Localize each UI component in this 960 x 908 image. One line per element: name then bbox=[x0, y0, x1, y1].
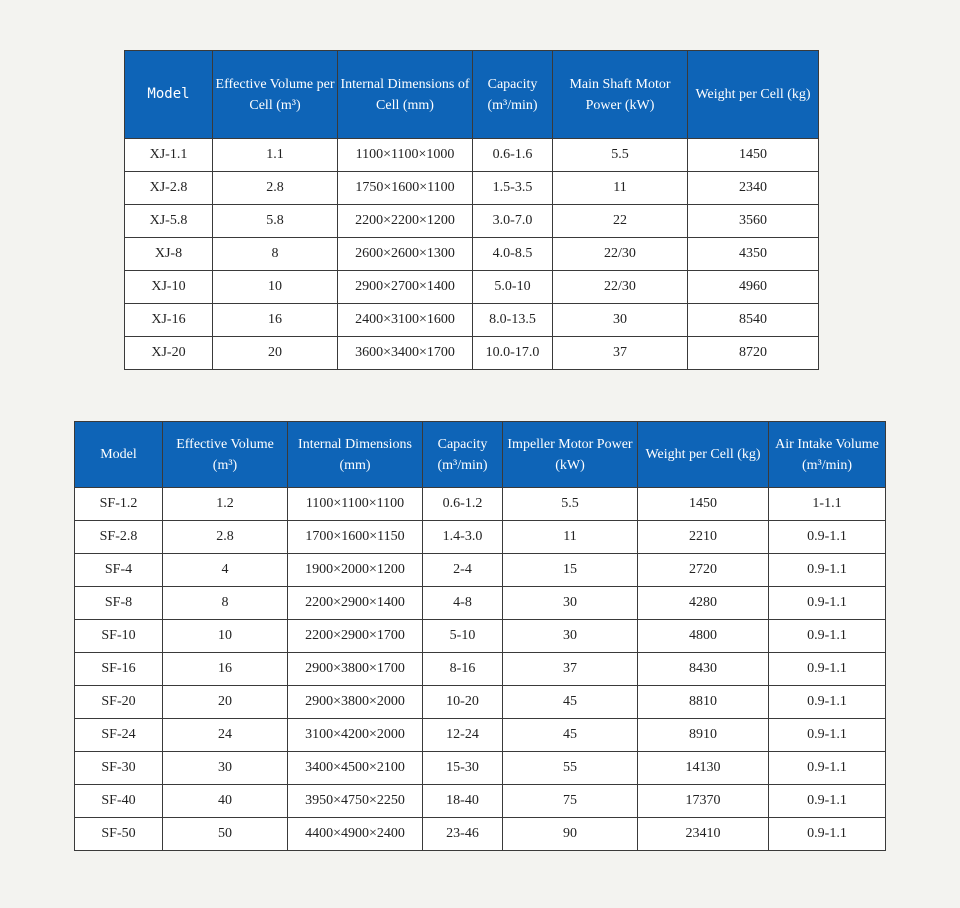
xj-spec-table bbox=[124, 50, 819, 370]
sf-table-cell: 0.9-1.1 bbox=[769, 686, 886, 719]
xj-table-cell: 2200×2200×1200 bbox=[338, 205, 473, 238]
xj-table-cell: 8720 bbox=[688, 337, 819, 370]
sf-header-internal-dimensions: Internal Dimensions (mm) bbox=[288, 422, 423, 488]
xj-table-cell: 10 bbox=[213, 271, 338, 304]
sf-table-cell: 55 bbox=[503, 752, 638, 785]
xj-table-row bbox=[125, 139, 819, 172]
sf-table-cell: 8430 bbox=[638, 653, 769, 686]
xj-table-cell: 1.1 bbox=[213, 139, 338, 172]
sf-table-cell: 4-8 bbox=[423, 587, 503, 620]
xj-table-cell: 2340 bbox=[688, 172, 819, 205]
sf-table-row bbox=[75, 620, 886, 653]
sf-table-row bbox=[75, 587, 886, 620]
sf-table-cell: SF-40 bbox=[75, 785, 163, 818]
xj-table-cell: 30 bbox=[553, 304, 688, 337]
xj-table-cell: 37 bbox=[553, 337, 688, 370]
xj-table-cell: 4.0-8.5 bbox=[473, 238, 553, 271]
sf-table-body bbox=[75, 488, 886, 851]
sf-header-motor-power: Impeller Motor Power (kW) bbox=[503, 422, 638, 488]
xj-table-cell: 8 bbox=[213, 238, 338, 271]
sf-table-cell: SF-4 bbox=[75, 554, 163, 587]
sf-table-cell: 10 bbox=[163, 620, 288, 653]
sf-table-cell: 20 bbox=[163, 686, 288, 719]
sf-table-cell: SF-50 bbox=[75, 818, 163, 851]
xj-table-cell: 5.8 bbox=[213, 205, 338, 238]
sf-table-cell: 14130 bbox=[638, 752, 769, 785]
xj-table-body bbox=[125, 139, 819, 370]
xj-table-cell: 1750×1600×1100 bbox=[338, 172, 473, 205]
xj-table-cell: 20 bbox=[213, 337, 338, 370]
xj-header-effective-volume: Effective Volume per Cell (m³) bbox=[213, 51, 338, 139]
sf-table-cell: 23410 bbox=[638, 818, 769, 851]
sf-table-cell: 2.8 bbox=[163, 521, 288, 554]
xj-table-cell: XJ-20 bbox=[125, 337, 213, 370]
sf-table-cell: 45 bbox=[503, 719, 638, 752]
sf-table-cell: 4 bbox=[163, 554, 288, 587]
sf-header-air-intake: Air Intake Volume (m³/min) bbox=[769, 422, 886, 488]
sf-table-cell: 0.9-1.1 bbox=[769, 587, 886, 620]
sf-table-cell: 5-10 bbox=[423, 620, 503, 653]
xj-table-row bbox=[125, 304, 819, 337]
sf-table-cell: 0.9-1.1 bbox=[769, 653, 886, 686]
sf-table-cell: 1.4-3.0 bbox=[423, 521, 503, 554]
xj-table-row bbox=[125, 337, 819, 370]
sf-table-cell: 30 bbox=[163, 752, 288, 785]
sf-header-capacity: Capacity (m³/min) bbox=[423, 422, 503, 488]
sf-table-cell: 0.9-1.1 bbox=[769, 554, 886, 587]
sf-table-cell: 15 bbox=[503, 554, 638, 587]
sf-table-row bbox=[75, 752, 886, 785]
sf-table-cell: 1900×2000×1200 bbox=[288, 554, 423, 587]
sf-table-row bbox=[75, 686, 886, 719]
sf-table-cell: 24 bbox=[163, 719, 288, 752]
sf-table-cell: 50 bbox=[163, 818, 288, 851]
sf-table-cell: 0.9-1.1 bbox=[769, 521, 886, 554]
xj-table-cell: 1450 bbox=[688, 139, 819, 172]
sf-table-row bbox=[75, 818, 886, 851]
sf-table-cell: 2-4 bbox=[423, 554, 503, 587]
xj-table-cell: XJ-1.1 bbox=[125, 139, 213, 172]
xj-header-motor-power: Main Shaft Motor Power (kW) bbox=[553, 51, 688, 139]
sf-table-cell: 11 bbox=[503, 521, 638, 554]
sf-table-cell: 17370 bbox=[638, 785, 769, 818]
sf-table-cell: SF-30 bbox=[75, 752, 163, 785]
xj-table-cell: 4350 bbox=[688, 238, 819, 271]
sf-table-cell: 3950×4750×2250 bbox=[288, 785, 423, 818]
xj-header-capacity: Capacity (m³/min) bbox=[473, 51, 553, 139]
sf-table-cell: 0.9-1.1 bbox=[769, 620, 886, 653]
sf-table-cell: 2900×3800×1700 bbox=[288, 653, 423, 686]
xj-table-cell: XJ-5.8 bbox=[125, 205, 213, 238]
sf-table-cell: 30 bbox=[503, 620, 638, 653]
xj-header-weight: Weight per Cell (kg) bbox=[688, 51, 819, 139]
sf-table-cell: 1700×1600×1150 bbox=[288, 521, 423, 554]
sf-table-cell: 1.2 bbox=[163, 488, 288, 521]
sf-table-row bbox=[75, 719, 886, 752]
sf-table-cell: 37 bbox=[503, 653, 638, 686]
sf-table-cell: 2720 bbox=[638, 554, 769, 587]
sf-table-cell: 10-20 bbox=[423, 686, 503, 719]
sf-table-cell: 5.5 bbox=[503, 488, 638, 521]
xj-table-cell: 16 bbox=[213, 304, 338, 337]
sf-table-cell: 12-24 bbox=[423, 719, 503, 752]
sf-table-row bbox=[75, 554, 886, 587]
sf-table-cell: 8910 bbox=[638, 719, 769, 752]
sf-table-cell: 0.9-1.1 bbox=[769, 719, 886, 752]
sf-table-cell: SF-8 bbox=[75, 587, 163, 620]
xj-table-cell: XJ-16 bbox=[125, 304, 213, 337]
sf-table-cell: 1100×1100×1100 bbox=[288, 488, 423, 521]
sf-header-row bbox=[75, 422, 886, 488]
sf-table-cell: 15-30 bbox=[423, 752, 503, 785]
xj-table-cell: 11 bbox=[553, 172, 688, 205]
sf-header-weight: Weight per Cell (kg) bbox=[638, 422, 769, 488]
sf-table-cell: 8-16 bbox=[423, 653, 503, 686]
sf-table-cell: SF-1.2 bbox=[75, 488, 163, 521]
xj-table-cell: 5.5 bbox=[553, 139, 688, 172]
xj-table-cell: 1.5-3.5 bbox=[473, 172, 553, 205]
xj-table-cell: 10.0-17.0 bbox=[473, 337, 553, 370]
xj-table-cell: 0.6-1.6 bbox=[473, 139, 553, 172]
xj-table-cell: 2600×2600×1300 bbox=[338, 238, 473, 271]
sf-table-cell: 8 bbox=[163, 587, 288, 620]
xj-table-cell: 8.0-13.5 bbox=[473, 304, 553, 337]
xj-table-cell: 22/30 bbox=[553, 271, 688, 304]
xj-table-cell: 2900×2700×1400 bbox=[338, 271, 473, 304]
sf-table-cell: 40 bbox=[163, 785, 288, 818]
sf-table-cell: 2200×2900×1700 bbox=[288, 620, 423, 653]
xj-table-cell: 22/30 bbox=[553, 238, 688, 271]
sf-table-cell: 2210 bbox=[638, 521, 769, 554]
sf-table-cell: SF-16 bbox=[75, 653, 163, 686]
xj-header-row bbox=[125, 51, 819, 139]
xj-table-cell: XJ-8 bbox=[125, 238, 213, 271]
sf-table-cell: 75 bbox=[503, 785, 638, 818]
sf-header-model: Model bbox=[75, 422, 163, 488]
sf-table-cell: 45 bbox=[503, 686, 638, 719]
xj-table-cell: 22 bbox=[553, 205, 688, 238]
sf-spec-table bbox=[74, 421, 886, 851]
sf-table-cell: 4800 bbox=[638, 620, 769, 653]
xj-table-row bbox=[125, 238, 819, 271]
sf-table-cell: 30 bbox=[503, 587, 638, 620]
sf-table-row bbox=[75, 521, 886, 554]
xj-table-cell: 3.0-7.0 bbox=[473, 205, 553, 238]
xj-table-cell: 1100×1100×1000 bbox=[338, 139, 473, 172]
sf-table-cell: SF-10 bbox=[75, 620, 163, 653]
sf-table-cell: 2900×3800×2000 bbox=[288, 686, 423, 719]
xj-table-cell: 8540 bbox=[688, 304, 819, 337]
xj-table-row bbox=[125, 205, 819, 238]
sf-table-cell: 0.6-1.2 bbox=[423, 488, 503, 521]
xj-table-row bbox=[125, 172, 819, 205]
xj-table-cell: XJ-10 bbox=[125, 271, 213, 304]
sf-table-cell: 4400×4900×2400 bbox=[288, 818, 423, 851]
sf-table-cell: 3400×4500×2100 bbox=[288, 752, 423, 785]
sf-table-cell: 3100×4200×2000 bbox=[288, 719, 423, 752]
xj-table-row bbox=[125, 271, 819, 304]
xj-header-internal-dimensions: Internal Dimensions of Cell (mm) bbox=[338, 51, 473, 139]
xj-table-cell: 3600×3400×1700 bbox=[338, 337, 473, 370]
sf-header-effective-volume: Effective Volume (m³) bbox=[163, 422, 288, 488]
xj-table-cell: 3560 bbox=[688, 205, 819, 238]
sf-table-cell: 90 bbox=[503, 818, 638, 851]
sf-table-cell: 2200×2900×1400 bbox=[288, 587, 423, 620]
sf-table-cell: SF-2.8 bbox=[75, 521, 163, 554]
sf-table-cell: 0.9-1.1 bbox=[769, 752, 886, 785]
sf-table-cell: SF-20 bbox=[75, 686, 163, 719]
xj-header-model: Model bbox=[125, 51, 213, 139]
sf-table-cell: 18-40 bbox=[423, 785, 503, 818]
xj-table-cell: 4960 bbox=[688, 271, 819, 304]
sf-table-row bbox=[75, 653, 886, 686]
sf-table-cell: 16 bbox=[163, 653, 288, 686]
xj-table-cell: 5.0-10 bbox=[473, 271, 553, 304]
xj-table-cell: 2.8 bbox=[213, 172, 338, 205]
xj-table-cell: 2400×3100×1600 bbox=[338, 304, 473, 337]
sf-table-cell: 0.9-1.1 bbox=[769, 818, 886, 851]
xj-table-cell: XJ-2.8 bbox=[125, 172, 213, 205]
sf-table-cell: 0.9-1.1 bbox=[769, 785, 886, 818]
sf-table-cell: 4280 bbox=[638, 587, 769, 620]
sf-table-row bbox=[75, 488, 886, 521]
sf-table-row bbox=[75, 785, 886, 818]
sf-table-cell: 23-46 bbox=[423, 818, 503, 851]
sf-table-cell: 1450 bbox=[638, 488, 769, 521]
sf-table-cell: SF-24 bbox=[75, 719, 163, 752]
sf-table-cell: 8810 bbox=[638, 686, 769, 719]
sf-table-cell: 1-1.1 bbox=[769, 488, 886, 521]
